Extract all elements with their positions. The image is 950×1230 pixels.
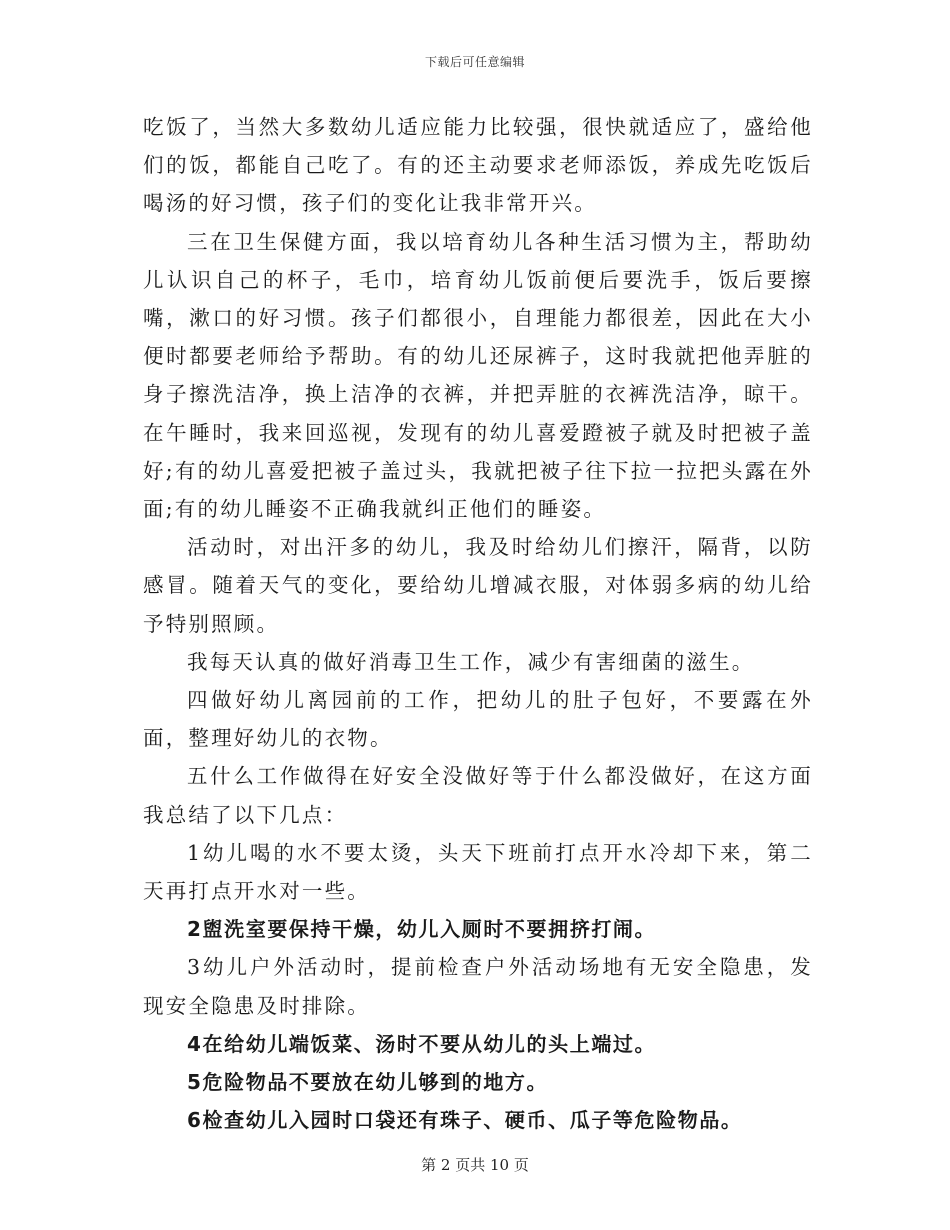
list-item: 6检查幼儿入园时口袋还有珠子、硬币、瓜子等危险物品。 [187,1108,743,1133]
list-item: 1幼儿喝的水不要太烫，头天下班前打点开水冷却下来，第二天再打点开水对一些。 [143,840,813,904]
paragraph: 我每天认真的做好消毒卫生工作，减少有害细菌的滋生。 [187,649,755,674]
list-item: 4在给幼儿端饭菜、汤时不要从幼儿的头上端过。 [187,1031,657,1056]
paragraph: 三在卫生保健方面，我以培育幼儿各种生活习惯为主，帮助幼儿认识自己的杯子，毛巾，培育幼儿饭前便后要洗手，饭后要擦嘴，漱口的好习惯。孩子们都很小，自理能力都很差，因此在大小便时都要老师给予帮助。有的幼儿还尿裤子，这时我就把他弄脏的身子擦洗洁净，换上洁净的衣裤，并把弄脏的衣裤洗洁净，晾干。在午睡时，我来回巡视，发现有的幼儿喜爱蹬被子就及时把被子盖好;有的幼儿喜爱把被子盖过头，我就把被子往下拉一拉把头露在外面;有的幼儿睡姿不正确我就纠正他们的睡姿。 [143,229,813,522]
document-body [143,108,813,1139]
paragraph: 吃饭了，当然大多数幼儿适应能力比较强，很快就适应了，盛给他们的饭，都能自己吃了。有的还主动要求老师添饭，养成先吃饭后喝汤的好习惯，孩子们的变化让我非常开兴。 [143,115,813,216]
page-header: 下载后可任意编辑 [424,55,525,69]
paragraph: 四做好幼儿离园前的工作，把幼儿的肚子包好，不要露在外面，整理好幼儿的衣物。 [143,688,813,751]
paragraph: 活动时，对出汗多的幼儿，我及时给幼儿们擦汗，隔背，以防感冒。随着天气的变化，要给幼儿增减衣服，对体弱多病的幼儿给予特别照顾。 [143,535,813,636]
paragraph: 五什么工作做得在好安全没做好等于什么都没做好，在这方面我总结了以下几点： [143,764,813,827]
list-item: 3幼儿户外活动时，提前检查户外活动场地有无安全隐患，发现安全隐患及时排除。 [143,955,813,1018]
page-footer: 第 2 页共 10 页 [421,1156,529,1174]
list-item: 2盥洗室要保持干燥，幼儿入厕时不要拥挤打闹。 [187,917,657,942]
list-item: 5危险物品不要放在幼儿够到的地方。 [187,1070,549,1095]
